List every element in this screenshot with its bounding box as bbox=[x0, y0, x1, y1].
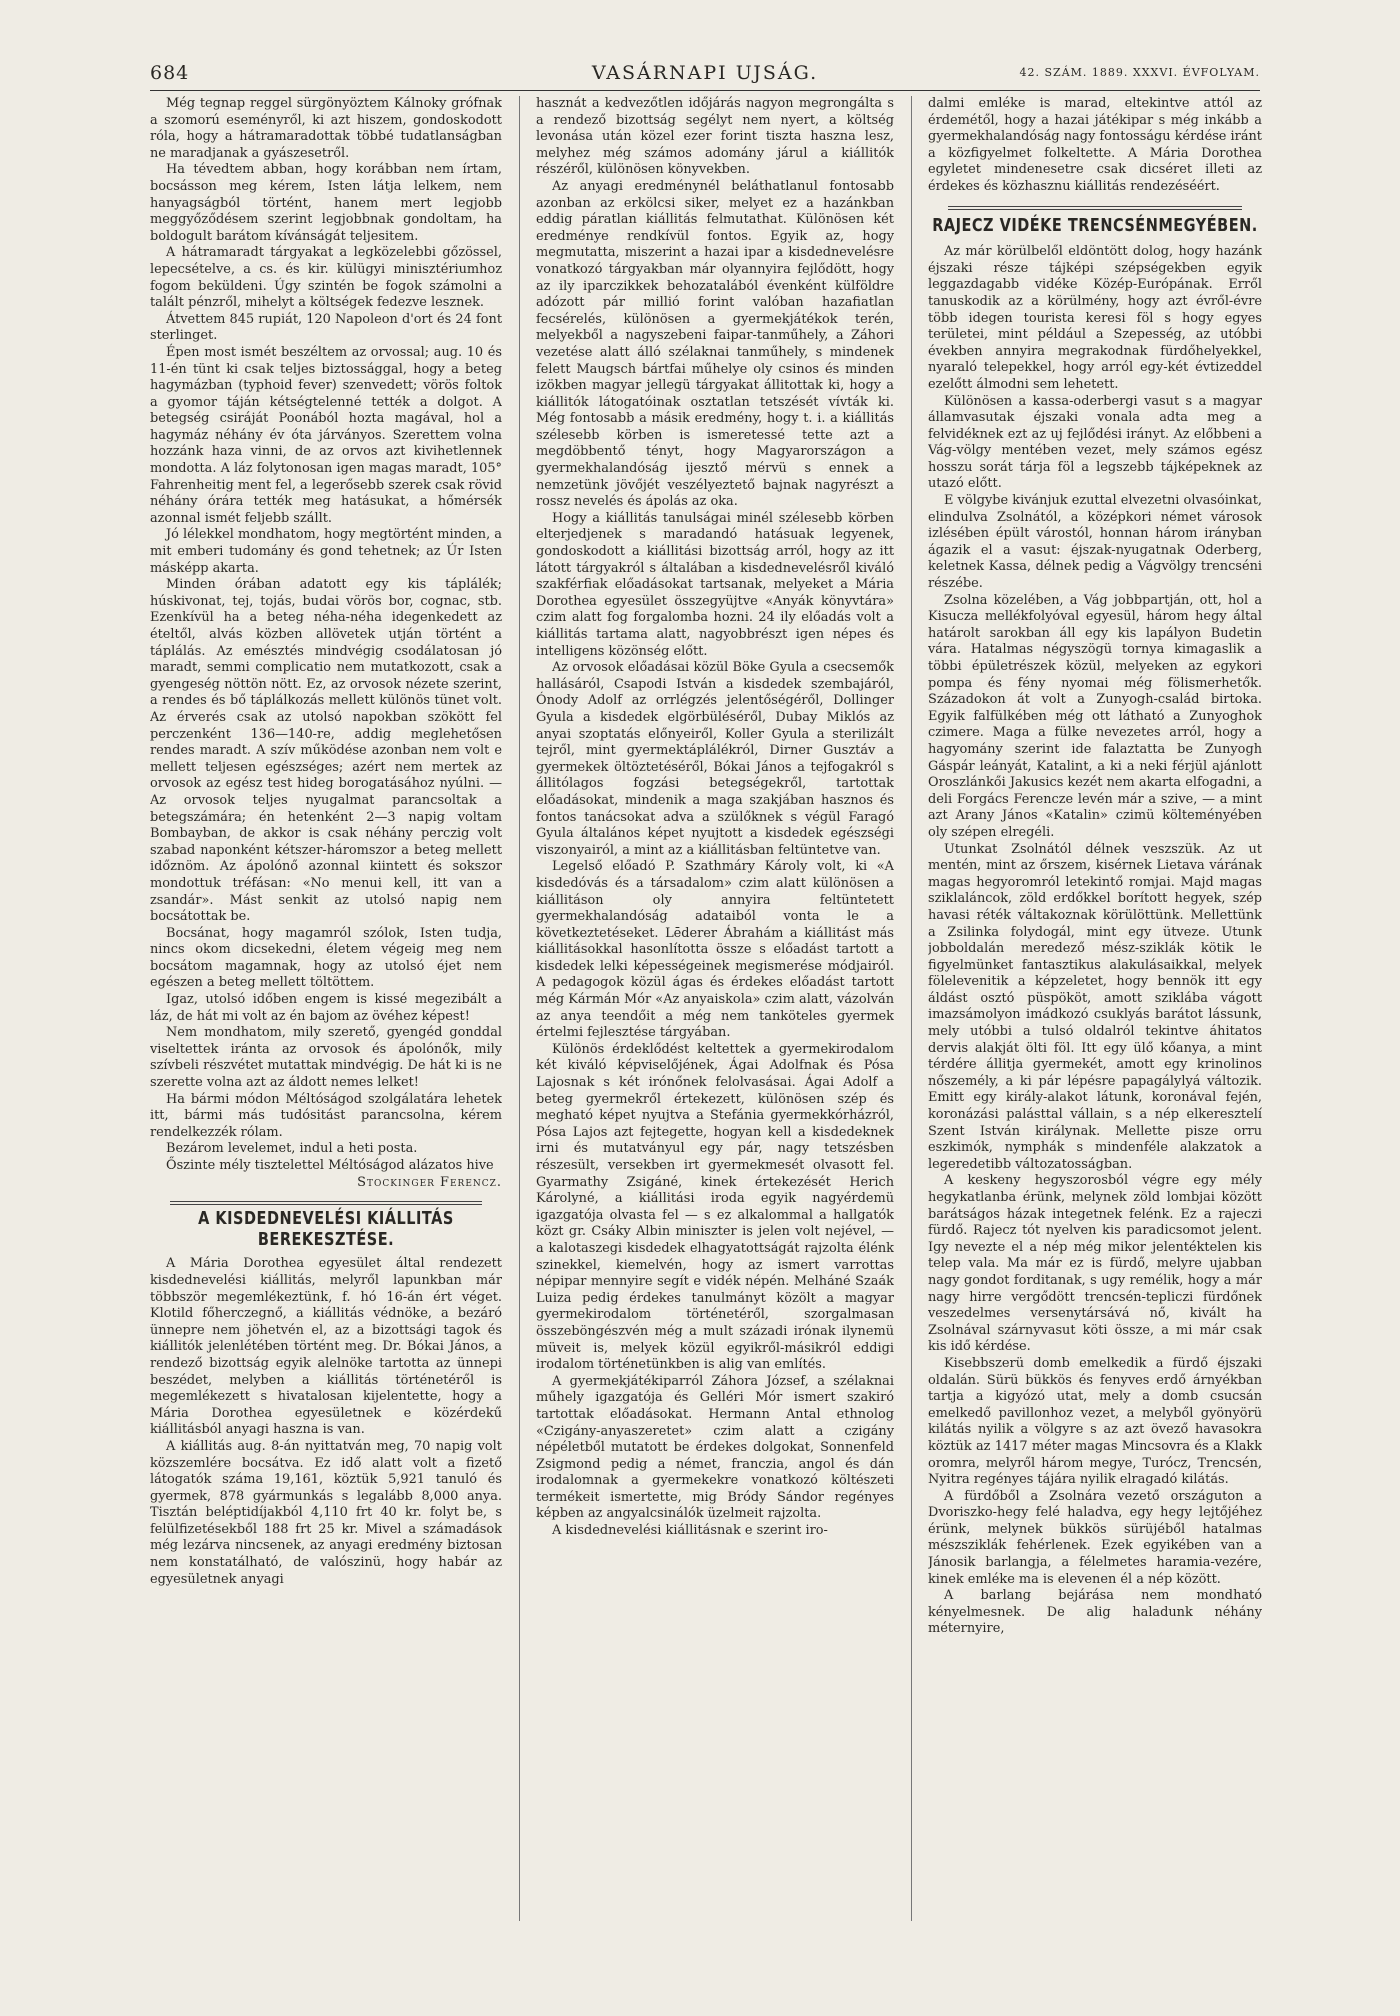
paragraph: Az már körülbelől eldöntött dolog, hogy hazánk éjszaki része tájképi szépségekben egyik leggazdagabb vidéke Közép-Európának. Erről tanuskodik az a körülmény, hogy azt évről-évre több idegen tourista keresi föl s hogy egyes területei, mint például a Szepesség, az utóbbi években annyira megrakodnak fürdőhelyekkel, nyaraló telepekkel, hogy arról egy-két évtizeddel ezelőtt álmodni sem lehetett. bbox=[928, 244, 1262, 392]
paragraph: Hogy a kiállitás tanulságai minél szélesebb körben elterjedjenek s maradandó hatásuak legyenek, gondoskodott a kiállitási bizottság arról, hogy az itt látott tárgyakról s általában a kisdednevelésről kiváló szakférfiak előadásokat tartsanak, melyeket a Mária Dorothea egyesület összegyüjtve «Anyák könyvtára» czim alatt fog forgalomba hozni. 24 ily előadás volt a kiállitás tartama alatt, nagyobbrészt igen népes és intelligens közönség előtt. bbox=[536, 510, 894, 659]
paragraph: Az orvosok előadásai közül Böke Gyula a csecsemők hallásáról, Csapodi István a kisdedek szembajáról, Ónody Adolf az orrlégzés jelentőségéről, Dollinger Gyula a kisdedek elgörbüléséről, Dubay Miklós az anyai szoptatás előnyeiről, Koller Gyula a sterilizált tejről, mint gyermektáplálékról, Dirner Gusztáv a gyermekek öltöztetéséről, Bókai János a tejfogakról s állitólagos fogzási betegségekről, tartottak előadásokat, mindenik a maga szakjában hasznos és fontos tanácsokat adva a szülőknek s végül Faragó Gyula általános képet nyujtott a kisdedek egészségi viszonyairól, a mint az a kiállitásban feltüntetve van. bbox=[536, 660, 894, 858]
paragraph: A gyermekjátékiparról Záhora József, a szélaknai műhely igazgatója és Gelléri Mór ismert szakiró tartottak előadásokat. Hermann Antal ethnolog «Czigány-anyaszeretet» czim alatt a czigány népéletből mutatott be érdekes dolgokat, Sonnenfeld Zsigmond pedig a német, franczia, angol és dán irodalomnak a gyermekekre vonatkozó költészeti termékeit ismertette, mig Bródy Sándor regényes képben az angyalcsinálók üzelmeit rajzolta. bbox=[536, 1373, 894, 1522]
section-rule bbox=[170, 1204, 482, 1205]
paragraph: Zsolna közelében, a Vág jobbpartján, ott, hol a Kisucza mellékfolyóval egyesül, három hegy által határolt sarokban áll egy kis lapályon Budetin vára. Hatalmas négyszögü tornya kimagaslik a többi épületrészek közül, melyeken az egykori pompa és fény nyomai még fölismerhetők. Századokon át volt a Zunyogh-család birtoka. Egyik falfülkében még ott látható a Zunyoghok czimere. Maga a fülke nevezetes arról, hogy a hagyomány szerint ide falaztatta be Zunyogh Gáspár leányát, Katalint, a ki a neki férjül ajánlott Oroszlánkői Jakusics kezét nem akarta elfogadni, a deli Forgács Ferencze levén már a szive, — a mint azt Arany János «Katalin» czimü költeményében oly szépen elregéli. bbox=[928, 592, 1262, 840]
paragraph: hasznát a kedvezőtlen időjárás nagyon megrongálta s a rendező bizottság segélyt nem nyert, a költség levonása után közel ezer forint tiszta haszna lesz, melyhez még számos adomány járul a kiállitók részéről, különösen könyvekben. bbox=[536, 96, 894, 178]
paragraph: Utunkat Zsolnától délnek veszszük. Az ut mentén, mint az őrszem, kisérnek Lietava várának magas hegyoromról letekintő romjai. Majd magas sziklaláncok, zöld erdőkkel borított hegyek, szép havasi réték váltakoznak körülöttünk. Mellettünk a Zsilinka folydogál, mint egy ütveze. Utunk jobboldalán meredező mész-sziklák kötik le figyelmünket fantasztikus alakulásaikkal, melyek fölelevenitik a képzeletet, hogy bennök itt egy áldást osztó püspököt, amott sziklába vágott imazsámolyon imádkozó csuklyás barátot lássunk, mely utóbbi a tulsó oldalról tekintve áhitatos dervis alakját ölti föl. Itt egy ülő kőanya, a mint térdére állitja gyermekét, amott egy krinolinos nőszemély, a ki pár lépésre papagálylyá változik. Emitt egy király-alakot látunk, koronával fején, koronázási palásttal vállain, s a nép elkeresztelí Szent István királynak. Mellette pisze orru eszkimók, nymphák s mindenféle alakzatok a legeredetibb változatosságban. bbox=[928, 841, 1262, 1172]
paragraph: Őszinte mély tisztelettel Méltóságod alázatos hive bbox=[166, 1158, 494, 1173]
paragraph: Jó lélekkel mondhatom, hogy megtörtént minden, a mit emberi tudomány és gond tehetnek; az Úr Isten másképp akarta. bbox=[150, 527, 502, 576]
article-heading: A KISDEDNEVELÉSI KIÁLLITÁS BEREKESZTÉSE. bbox=[198, 1209, 454, 1250]
paragraph: Nem mondhatom, mily szerető, gyengéd gonddal viseltettek iránta az orvosok és ápolónők, mily szívbeli részvétet mutattak mindvégig. De hát ki is ne szerette volna azt az áldott nemes lelket! bbox=[150, 1025, 502, 1091]
paragraph: E völgybe kivánjuk ezuttal elvezetni olvasóinkat, elindulva Zsolnától, a középkori német városok izlésében épült várostól, honnan három irányban ágazik el a vasut: éjszak-nyugatnak Oderberg, keletnek Kassa, délnek pedig a Vágvölgy trencséni részébe. bbox=[928, 493, 1262, 592]
masthead: VASÁRNAPI UJSÁG. bbox=[591, 62, 819, 84]
header-rule bbox=[150, 90, 1260, 91]
column-1 bbox=[150, 96, 502, 1926]
paragraph: A Mária Dorothea egyesület által rendezett kisdednevelési kiállitás, melyről lapunkban már többször megemlékeztünk, f. hó 16-án ért véget. Klotild főherczegnő, a kiállitás védnöke, a bezáró ünnepre nem jöhetvén el, az a bizottsági tagok és kiállitók jelenlétében történt meg. Dr. Bókai János, a rendező bizottság egyik alelnöke tartotta az ünnepi beszédet, melyben a kiállitás történetéről is megemlékezett s hivatalosan kijelentette, hogy a Mária Dorothea egyesületnek e közérdekű kiállitásból anyagi haszna is van. bbox=[150, 1256, 502, 1438]
paragraph: Még tegnap reggel sürgönyöztem Kálnoky grófnak a szomorú eseményről, ki azt hiszem, gondoskodott róla, hogy a hátramaradottak többé tudatlanságban ne maradjanak a gyászesetről. bbox=[150, 96, 502, 161]
paragraph: Különös érdeklődést keltettek a gyermekirodalom két kiváló képviselőjének, Ágai Adolfnak és Pósa Lajosnak s két irónőnek felolvasásai. Ágai Adolf a beteg gyermekről értekezett, különösen szép és megható képet nyujtva a Stefánia gyermekkórházról, Pósa Lajos azt fejtegette, hogyan kell a kisdedeknek irni és mutatványul egy pár, nagy tetszésben részesült, versekben irt gyermekmesét olvasott fel. Gyarmathy Zsigáné, kinek értekezését Herich Károlyné, a kiállitási iroda egyik nagyérdemü igazgatója olvasta fel — s ez alkalommal a hallgatók közt gr. Csáky Albin miniszter is jelen volt nejével, — a kalotaszegi kisdedek elhagyatottságát rajzolta élénk szinekkel, kiemelvén, hogy az ismert varrottas népipar mennyire segít e vidék népén. Melháné Szaák Luiza pedig érdekes tanulmányt közölt a magyar gyermekirodalom történetéről, szorgalmasan összeböngészvén még a mult századi irónak ilynemü müveit is, melyek közül egyikről-másikról eddigi irodalom történetünkben is alig van említés. bbox=[536, 1041, 894, 1373]
page-number: 684 bbox=[150, 62, 190, 84]
column-3 bbox=[928, 96, 1262, 1926]
section-rule bbox=[948, 206, 1242, 207]
paragraph: Az anyagi eredménynél beláthatlanul fontosabb azonban az erkölcsi siker, melyet ez a hazánkban eddig páratlan kiállitás felmutathat. Különösen két eredménye rendkívül fontos. Egyik az, hogy megmutatta, miszerint a hazai ipar a kisdednevelésre vonatkozó tárgyakban már olyannyira fejlődött, hogy az ily iparczikkek behozatalából évenként külföldre adózott pár millió forint valóban hazafiatlan fecsérelés, különösen a gyermekjátékok terén, melyekből a nagyszebeni faipar-tanműhely, a Záhori vezetése alatt álló szélaknai tanműhely, s mindenek felett Maugsch bártfai műhelye oly csinos és minden izökben magyar jellegü tárgyakat állitottak ki, hogy a kiállitók látogatóinak osztatlan tetszését vívták ki. Még fontosabb a másik eredmény, hogy t. i. a kiállitás szélesebb körben is ismeretessé tette azt a megdöbbentő tényt, hogy Magyarországon a gyermekhalandóság ijesztő mérvü s ennek a nemzetünk jövőjét veszélyeztető bajnak nagyrészt a rossz nevelés és ápolás az oka. bbox=[536, 178, 894, 510]
paragraph: Igaz, utolsó időben engem is kissé megezibált a láz, de hát mi volt az én bajom az övéhez képest! bbox=[150, 992, 502, 1024]
paragraph: Bocsánat, hogy magamról szólok, Isten tudja, nincs okom dicsekedni, életem végeig meg nem bocsátom magamnak, hogy az utolsó éjet nem egészen a beteg mellett töltöttem. bbox=[150, 925, 502, 991]
paragraph: dalmi emléke is marad, eltekintve attól az érdemétől, hogy a hazai játékipar s még inkább a gyermekhalandóság nagy fontosságu kérdése iránt a közfigyelmet folkeltette. A Mária Dorothea egyletet mindenesetre csak dicséret illeti az érdekes és közhasznu kiállitás rendezéséért. bbox=[928, 96, 1262, 194]
paragraph: A fürdőből a Zsolnára vezető országuton a Dvoriszko-hegy felé haladva, egy hegy lejtőjéhez érünk, melynek bükkös sürüjéből hatalmas mészsziklák fehérlenek. Ezek egyikében van a Jánosik barlangja, a félelmetes haramia-vezére, kinek emléke ma is elevenen él a nép között. bbox=[928, 1488, 1262, 1587]
paragraph: A hátramaradt tárgyakat a legközelebbi gőzössel, lepecsételve, a cs. és kir. külügyi minisztériumhoz fogom beküldeni. Úgy szintén be fogok számolni a talált pénzről, mihelyt a költségek fedezve lesznek. bbox=[150, 245, 502, 311]
issue-info: 42. SZÁM. 1889. XXXVI. ÉVFOLYAM. bbox=[1019, 66, 1260, 79]
paragraph: Különösen a kassa-oderbergi vasut s a magyar államvasutak éjszaki vonala adta meg a felvidéknek ezt az uj fejlődési irányt. Az előbbeni a Vág-völgy mentében vezet, mely számos egész hosszu sorát tárja föl a legszebb tájképeknek az utazó előtt. bbox=[928, 393, 1262, 492]
paragraph: Ha tévedtem abban, hogy korábban nem írtam, bocsásson meg kérem, Isten látja lelkem, nem hanyagságból történt, hanem mert legjobb meggyőződésem szerint legjobbnak gondoltam, ha boldogult barátom kívánságát teljesitem. bbox=[150, 162, 502, 244]
paragraph: Minden órában adatott egy kis táplálék; húskivonat, tej, tojás, budai vörös bor, cognac, stb. Ezenkívül ha a beteg néha-néha idegenkedett az ételtől, alvás közben allövetek utján történt a táplálás. Az emésztés mindvégig csodálatosan jó maradt, semmi complicatio nem mutatkozott, csak a gyengeség nöttön nött. Ez, az orvosok nézete szerint, a rendes és bő táplálkozás mellett különös tünet volt. Az érverés csak az utolsó napokban szökött fel perczenként 136—140-re, addig meglehetősen rendes maradt. A szív működése azonban nem volt e mellett teljesen egészséges; azért nem mertek az orvosok az egész test hideg borogatásához nyúlni. — Az orvosok teljes nyugalmat parancsoltak a betegszámára; én hetenként 2—3 napig voltam Bombayban, de akkor is csak néhány perczig volt szabad naponként kétszer-háromszor a beteg mellett időznöm. Az ápolónő azonnal kiintett és sokszor mondottuk tréfásan: «No menui kell, itt van a zsandár». Mást senkit az utolsó napig nem bocsátottak be. bbox=[150, 577, 502, 925]
paragraph: Kisebbszerü domb emelkedik a fürdő éjszaki oldalán. Sürü bükkös és fenyves erdő árnyékban tartja a kigyózó utat, mely a domb csucsán emelkedő pavillonhoz vezet, a melyből gyönyörü kilátás nyilik a völgyre s az azt övező havasokra köztük az 1417 méter magas Mincsovra és a Klakk oromra, melyről három megye, Turócz, Trencsén, Nyitra regényes tájára nyilik elragadó kilátás. bbox=[928, 1355, 1262, 1488]
column-divider-1 bbox=[519, 96, 520, 1921]
paragraph: A kisdednevelési kiállitásnak e szerint iro- bbox=[552, 1523, 828, 1539]
page-header bbox=[150, 62, 1260, 88]
paragraph: Legelső előadó P. Szathmáry Károly volt, ki «A kisdedóvás és a társadalom» czim alatt különösen a kiállitáson oly annyira feltüntetett gyermekhalandóság adataiból vonta le a következtetéseket. Lēderer Ábrahám a kiállitást más kiállitásokkal hasonlította össze s előadást tartott a kisdedek lelki képességeinek megismerése módjairól. A pedagogok közül ágas és érdekes előadást tartott még Kármán Mór «Az anyaiskola» czim alatt, vázolván az anya teendőit a még nem tanköteles gyermek értelmi fejlesztése tárgyában. bbox=[536, 859, 894, 1041]
section-rule bbox=[948, 209, 1242, 210]
paragraph: Épen most ismét beszéltem az orvossal; aug. 10 és 11-én tünt ki csak teljes biztossággal, hogy a beteg hagymázban (typhoid fever) szenvedett; vörös foltok a gyomor táján kétségtelenné tették a dolgot. A betegség csiráját Poonából hozta magával, hol a hagymáz néhány év óta járványos. Szerettem volna hozzánk haza vinni, de az orvos azt kivihetlennek mondotta. A láz folytonosan igen magas maradt, 105° Fahrenheitig ment fel, a legerősebb szerek csak rövid néhány órára tették meg hatásukat, a hőmérsék azonnal ismét feljebb szállt. bbox=[150, 344, 502, 526]
section-rule bbox=[170, 1201, 482, 1202]
paragraph: Ha bármi módon Méltóságod szolgálatára lehetek itt, bármi más tudósitást parancsolna, kérem rendelkezzék rólam. bbox=[150, 1091, 502, 1140]
article-heading: RAJECZ VIDÉKE TRENCSÉNMEGYÉBEN. bbox=[932, 215, 1258, 236]
signature: Stockinger Ferencz. bbox=[357, 1174, 502, 1190]
column-2 bbox=[536, 96, 894, 1926]
paragraph: Bezárom levelemet, indul a heti posta. bbox=[166, 1141, 418, 1157]
column-divider-2 bbox=[911, 96, 912, 1921]
paragraph: A kiállitás aug. 8-án nyittatván meg, 70 napig volt közszemlére bocsátva. Ez idő alatt volt a fizető látogatók száma 19,161, köztük 5,921 tanuló és gyermek, 878 gyármunkás s legalább 8,000 anya. Tisztán beléptidíjakból 4,110 frt 40 kr. folyt be, s felülfizetésekből 188 frt 25 kr. Mivel a számadások még lezárva nincsenek, az anyagi eredmény biztosan nem konstatálható, de valószinü, hogy habár az egyesületnek anyagi bbox=[150, 1438, 502, 1587]
paragraph: A barlang bejárása nem mondható kényelmesnek. De alig haladunk néhány méternyire, bbox=[928, 1588, 1262, 1637]
paragraph: Átvettem 845 rupiát, 120 Napoleon d'ort és 24 font sterlinget. bbox=[150, 311, 502, 344]
paragraph: A keskeny hegyszorosból végre egy mély hegykatlanba érünk, melynek zöld lombjai között barátságos házak integetnek felénk. Ez a rajeczi fürdő. Rajecz tót nyelven kis paradicsomot jelent. Igy nevezte el a nép még mikor jelentéktelen kis telep vala. Ma már ez is fürdő, melyre ujabban nagy gondot forditanak, s ugy remélik, hogy a már nagy hirre vergődött trencsén-tepliczi fürdőnek veszedelmes versenytársává nő, kivált ha Zsolnával szárnyvasut köti össze, a mi már csak kis idő kérdése. bbox=[928, 1173, 1262, 1355]
